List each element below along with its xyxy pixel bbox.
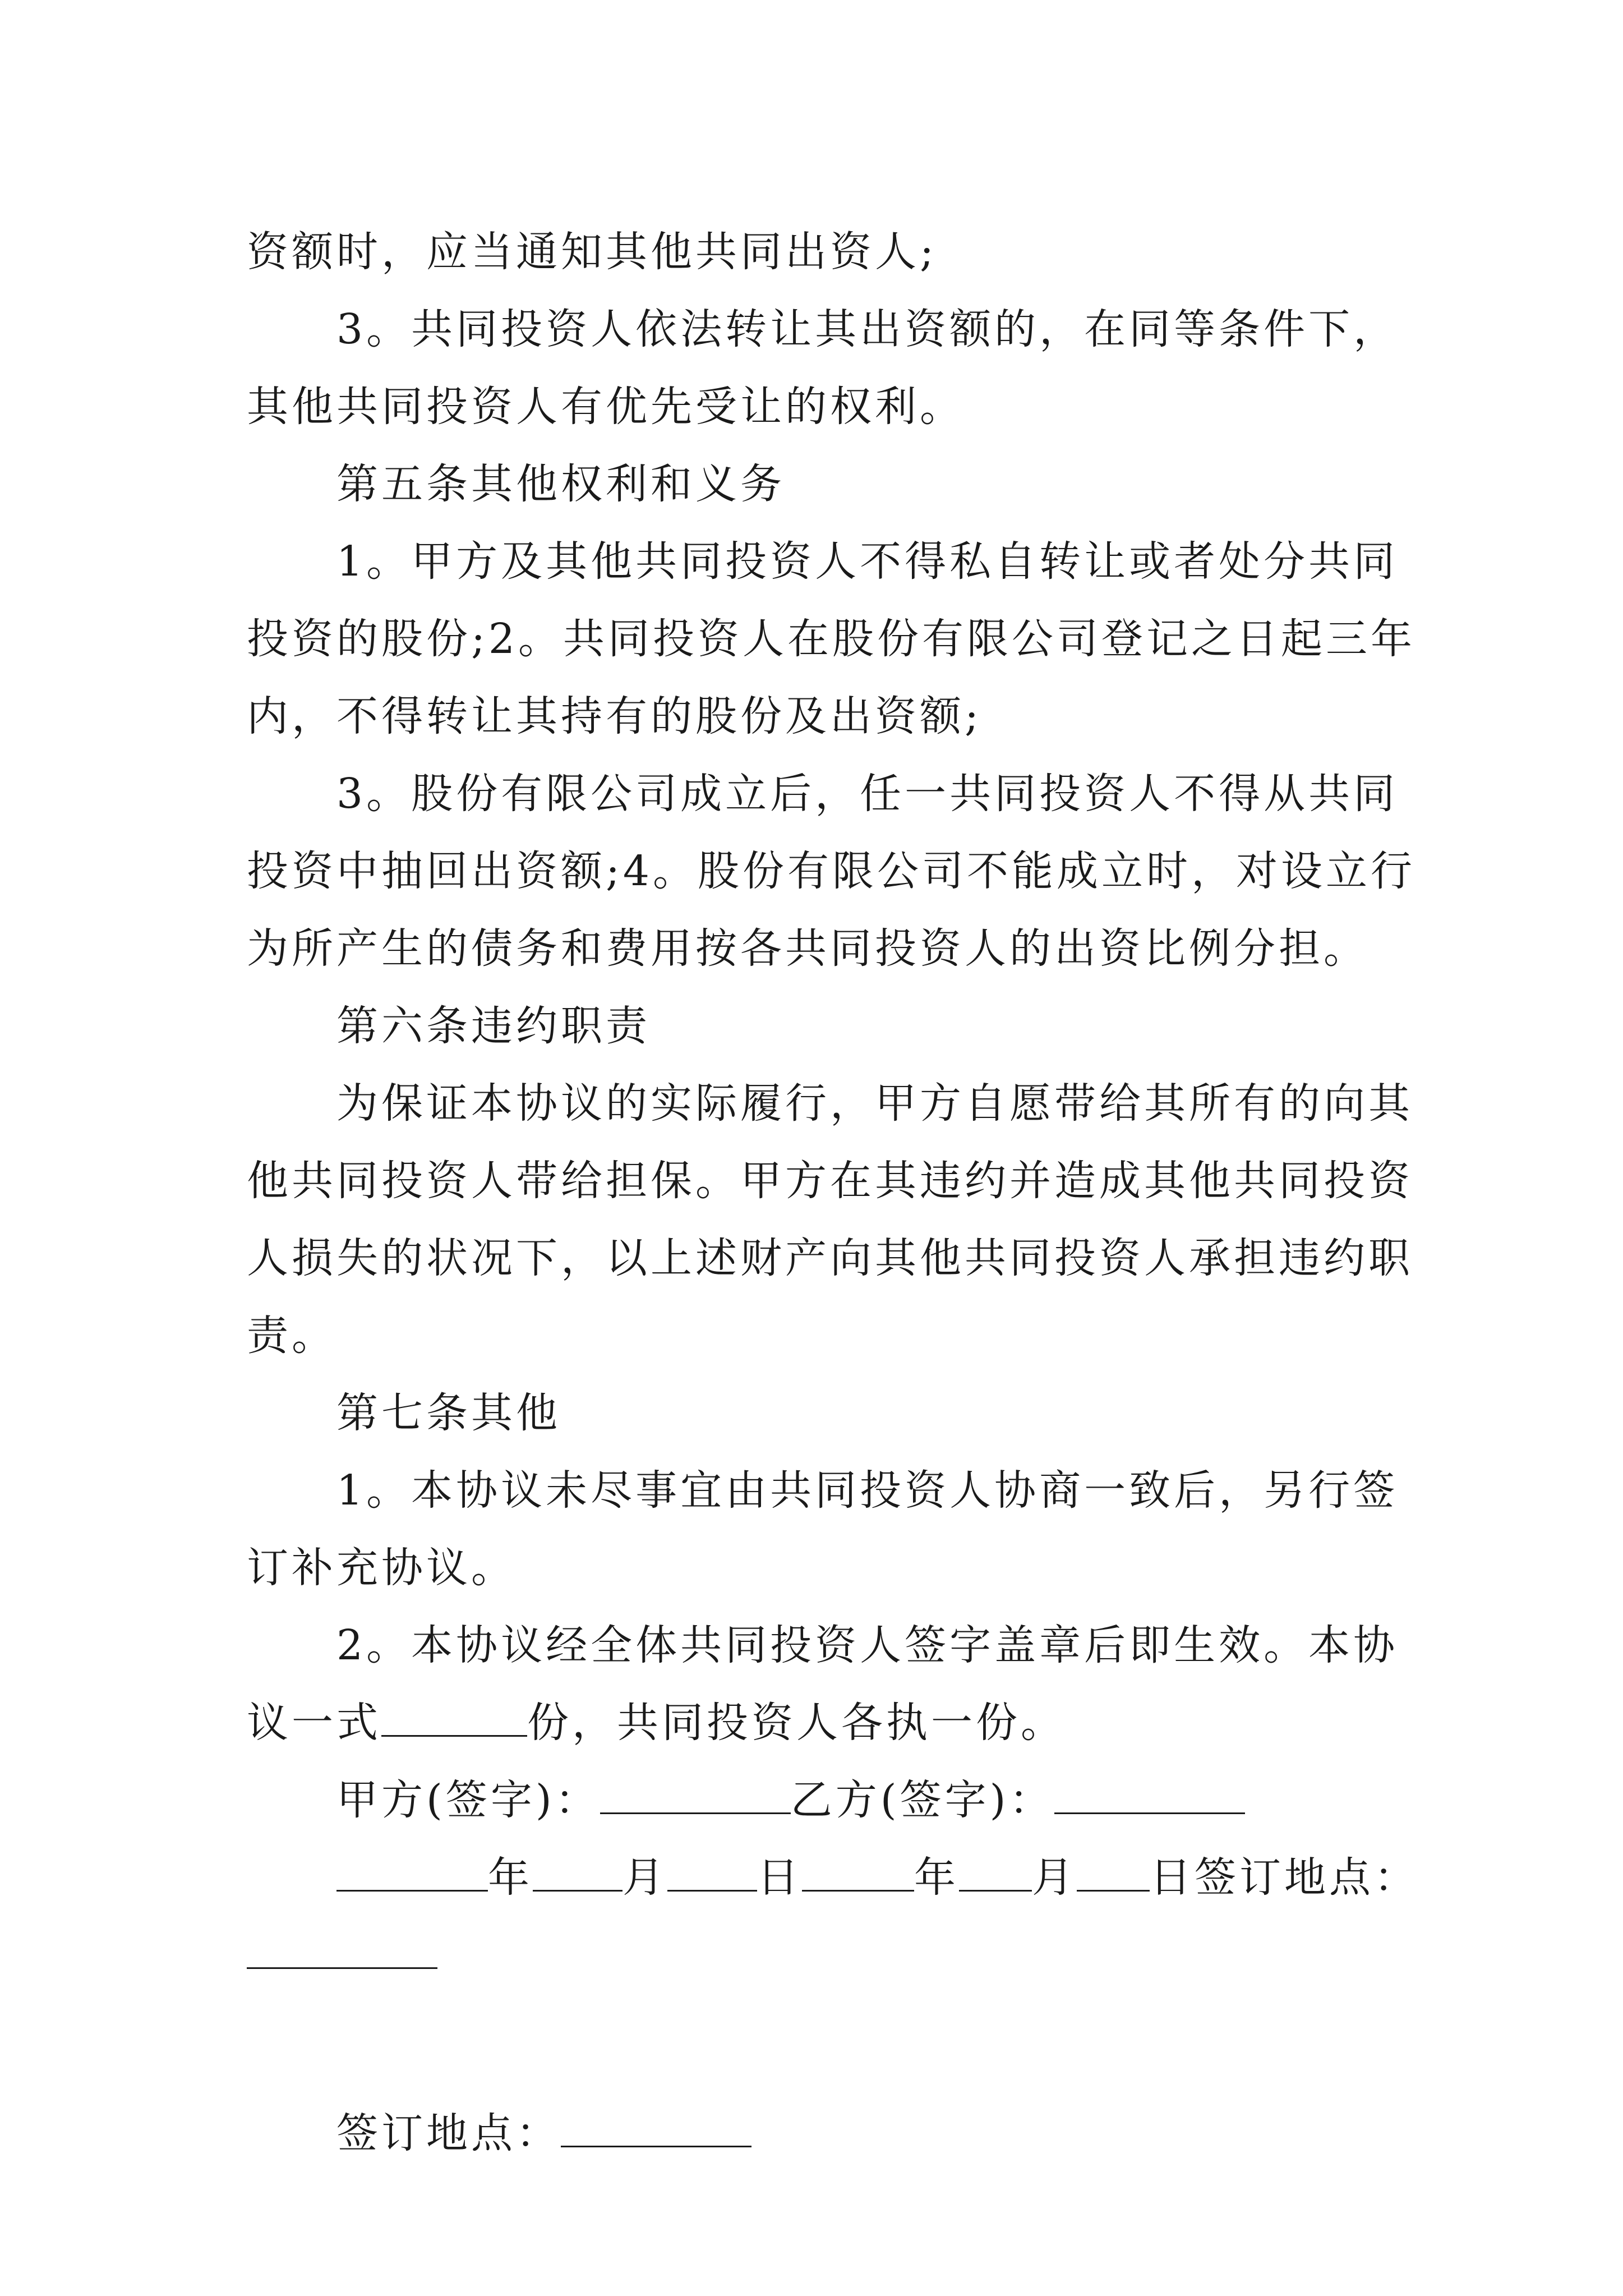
text-line: 资额时，应当通知其他共同出资人;: [247, 228, 937, 276]
document-body: [247, 213, 1419, 2172]
sign-place-blank-1[interactable]: [247, 1928, 437, 1969]
year-blank-2[interactable]: [802, 1851, 914, 1892]
sign-place-line: [247, 2095, 1388, 2172]
copies-blank[interactable]: [381, 1696, 527, 1737]
text-line: 其他共同投资人有优先受让的权利。: [247, 383, 965, 431]
place-blank-line: [247, 1916, 1388, 1994]
signature-line: [247, 1761, 1388, 1839]
clause-1-supplement: 1。本协议未尽事宜由共同投资人协商一致后，另行签: [336, 1466, 1399, 1515]
text-line: 为所产生的债务和费用按各共同投资人的出资比例分担。: [247, 924, 1368, 973]
day-blank-2[interactable]: [1077, 1851, 1150, 1892]
article-7-heading: 第七条其他: [336, 1389, 561, 1437]
month-blank-2[interactable]: [959, 1851, 1032, 1892]
text-line: 他共同投资人带给担保。甲方在其违约并造成其他共同投资: [247, 1157, 1413, 1205]
copies-suffix: 份，共同投资人各执一份。: [527, 1699, 1066, 1747]
clause-3-no-withdraw: 3。股份有限公司成立后，任一共同投资人不得从共同: [336, 770, 1399, 818]
party-b-signature-blank[interactable]: [1054, 1773, 1245, 1814]
party-b-label: 乙方(签字)：: [790, 1776, 1054, 1824]
guarantee-paragraph: 为保证本协议的实际履行，甲方自愿带给其所有的向其: [336, 1079, 1413, 1128]
day-label-1: 日: [757, 1853, 802, 1902]
month-label-1: 月: [623, 1853, 667, 1902]
sign-place-blank-2[interactable]: [561, 2106, 751, 2147]
date-line: [247, 1839, 1419, 1916]
text-line: 内，不得转让其持有的股份及出资额;: [247, 692, 982, 740]
year-label-2: 年: [914, 1853, 959, 1902]
copies-prefix: 议一式: [247, 1699, 381, 1747]
day-and-place-label: 日签订地点：: [1150, 1853, 1419, 1902]
sign-place-label: 签订地点：: [336, 2109, 561, 2157]
month-blank-1[interactable]: [533, 1851, 623, 1892]
year-label-1: 年: [488, 1853, 533, 1902]
text-line: 人损失的状况下，以上述财产向其他共同投资人承担违约职: [247, 1234, 1413, 1282]
article-6-heading: 第六条违约职责: [336, 1002, 651, 1050]
text-line: 责。: [247, 1312, 336, 1360]
party-a-label: 甲方(签字)：: [336, 1776, 600, 1824]
article-5-heading: 第五条其他权利和义务: [336, 460, 785, 508]
clause-2-effective: 2。本协议经全体共同投资人签字盖章后即生效。本协: [336, 1621, 1399, 1669]
party-a-signature-blank[interactable]: [600, 1773, 791, 1814]
year-blank-1[interactable]: [336, 1851, 488, 1892]
text-line: 订补充协议。: [247, 1544, 516, 1592]
day-blank-1[interactable]: [667, 1851, 757, 1892]
text-line: 投资的股份;2。共同投资人在股份有限公司登记之日起三年: [247, 615, 1416, 663]
month-label-2: 月: [1032, 1853, 1077, 1902]
text-line: 投资中抽回出资额;4。股份有限公司不能成立时，对设立行: [247, 847, 1416, 895]
clause-1-no-transfer: 1。甲方及其他共同投资人不得私自转让或者处分共同: [336, 537, 1399, 586]
clause-3-transfer: 3。共同投资人依法转让其出资额的，在同等条件下，: [336, 305, 1399, 353]
spacer: [247, 1994, 1388, 2095]
copies-line: [247, 1684, 1388, 1761]
